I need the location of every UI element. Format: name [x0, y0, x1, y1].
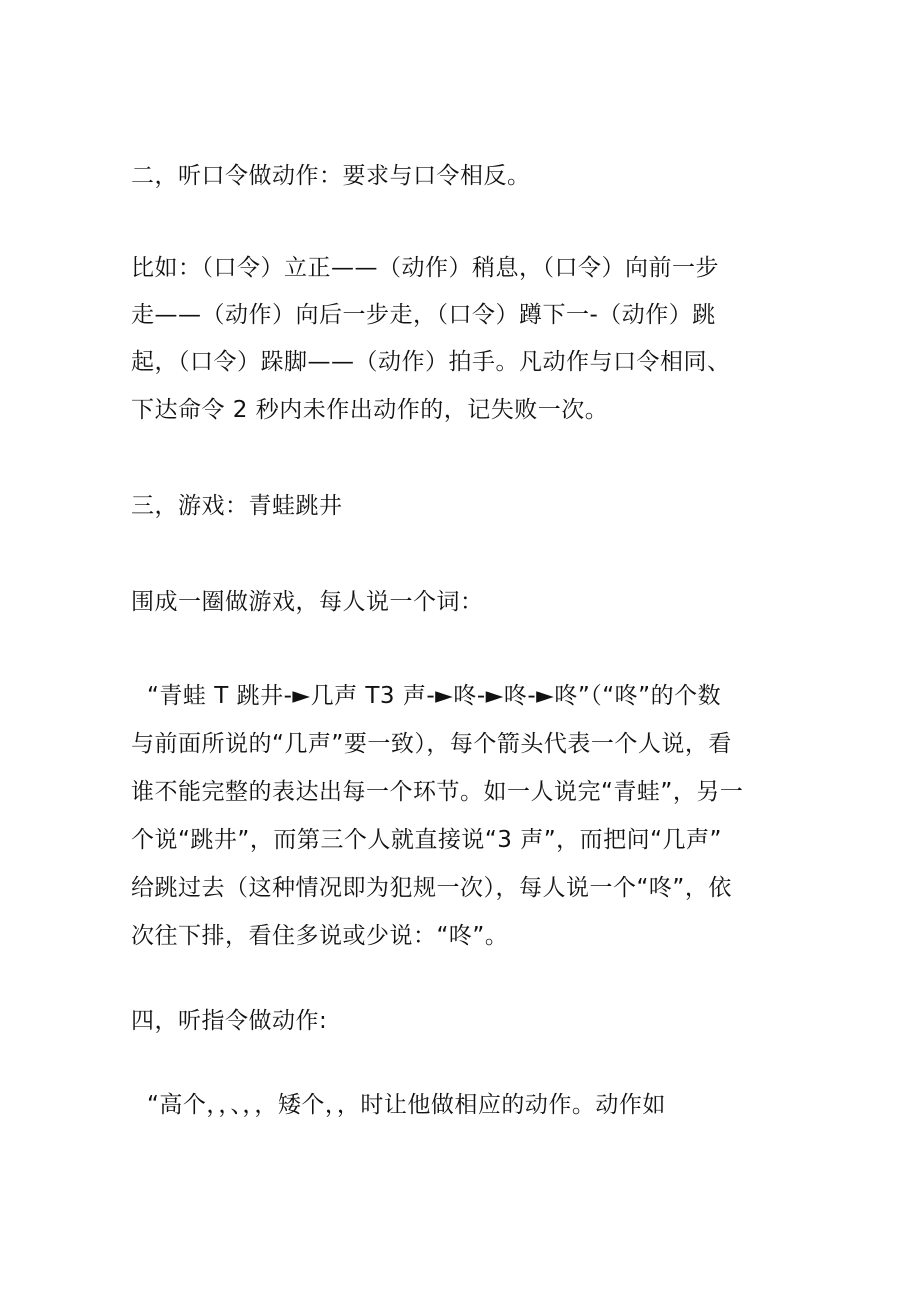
section-2-heading: 二，听口令做动作：要求与口令相反。	[131, 163, 531, 189]
section-2-paragraph-line-4: 下达命令 2 秒内未作出动作的，记失败一次。	[131, 397, 609, 423]
section-3-heading: 三，游戏：青蛙跳井	[131, 493, 343, 519]
section-2-paragraph-line-3: 起，（口令）跺脚——（动作）拍手。凡动作与口令相同、	[131, 349, 731, 375]
section-3-paragraph-line-6: 次往下排，看住多说或少说：“咚”。	[131, 923, 509, 949]
section-3-paragraph-line-1: “青蛙 T 跳井-►几声 T3 声-►咚-►咚-►咚”（“咚”的个数	[147, 683, 722, 709]
section-3-paragraph-line-3: 谁不能完整的表达出每一个环节。如一人说完“青蛙”，另一	[131, 779, 744, 805]
section-4-paragraph-line-1: “高个，，、，，矮个，，时让他做相应的动作。动作如	[147, 1092, 666, 1118]
section-4-heading: 四，听指令做动作:	[131, 1008, 328, 1034]
section-2-paragraph-line-2: 走——（动作）向后一步走，（口令）蹲下一-（动作）跳	[131, 302, 716, 328]
section-3-intro: 围成一圈做游戏，每人说一个词：	[131, 589, 484, 615]
section-3-paragraph-line-5: 给跳过去（这种情况即为犯规一次），每人说一个“咚”，依	[131, 875, 732, 901]
section-2-paragraph-line-1: 比如：（口令）立正——（动作）稍息，（口令）向前一步	[131, 255, 719, 281]
section-3-paragraph-line-4: 个说“跳井”，而第三个人就直接说“3 声”，而把问“几声”	[131, 827, 722, 853]
section-3-paragraph-line-2: 与前面所说的“几声”要一致），每个箭头代表一个人说，看	[131, 731, 732, 757]
